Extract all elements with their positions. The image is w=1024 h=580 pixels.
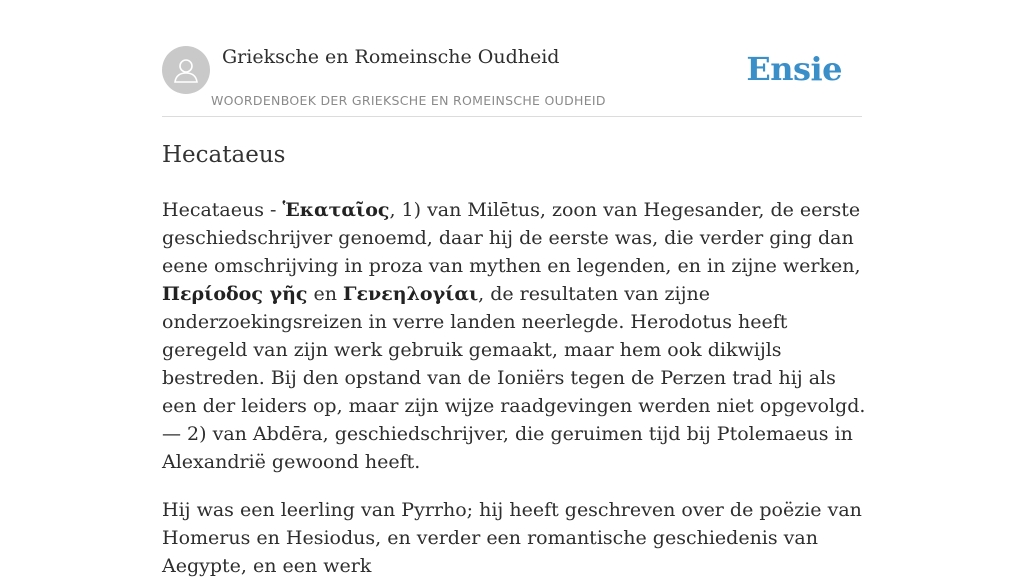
site-title[interactable]: Grieksche en Romeinsche Oudheid: [222, 46, 560, 68]
dictionary-subtitle[interactable]: WOORDENBOEK DER GRIEKSCHE EN ROMEINSCHE OUDHEID: [211, 93, 606, 108]
greek-term: Γενεηλογίαι: [343, 283, 479, 305]
greek-term: Ἑκαταῖος: [282, 199, 390, 221]
site-header: [162, 46, 862, 117]
user-icon: [171, 55, 201, 85]
text-segment: , 1) van Milētus, zoon van Hegesander, de eerste geschiedschrijver genoemd, daar hij de eerste was, die verder ging dan eene omschrijving in proza van mythen en legenden, en in zijne werken,: [162, 199, 861, 277]
avatar[interactable]: [162, 46, 210, 94]
greek-term: Περίοδος γῆς: [162, 283, 308, 305]
text-segment: Hecataeus -: [162, 199, 283, 221]
brand-logo[interactable]: Ensie: [746, 50, 842, 88]
article-paragraph-1: [162, 196, 866, 476]
article: [162, 140, 866, 580]
text-segment: en: [307, 283, 344, 305]
article-title: Hecataeus: [162, 142, 286, 168]
article-paragraph-2: Hij was een leerling van Pyrrho; hij heeft geschreven over de poëzie van Homerus en Hesiodus, en verder een romantische geschiedenis van Aegypte, en een werk: [162, 499, 862, 577]
text-segment: , de resultaten van zijne onderzoekingsreizen in verre landen neerlegde. Herodotus heeft geregeld van zijn werk gebruik gemaakt, maar hem ook dikwijls bestreden. Bij den opstand van de Ioniërs tegen de Perzen trad hij als een der leiders op, maar zijn wijze raadgevingen werden niet opgevolgd.— 2) van Abdēra, geschiedschrijver, die geruimen tijd bij Ptolemaeus in Alexandrië gewoond heeft.: [162, 283, 866, 473]
